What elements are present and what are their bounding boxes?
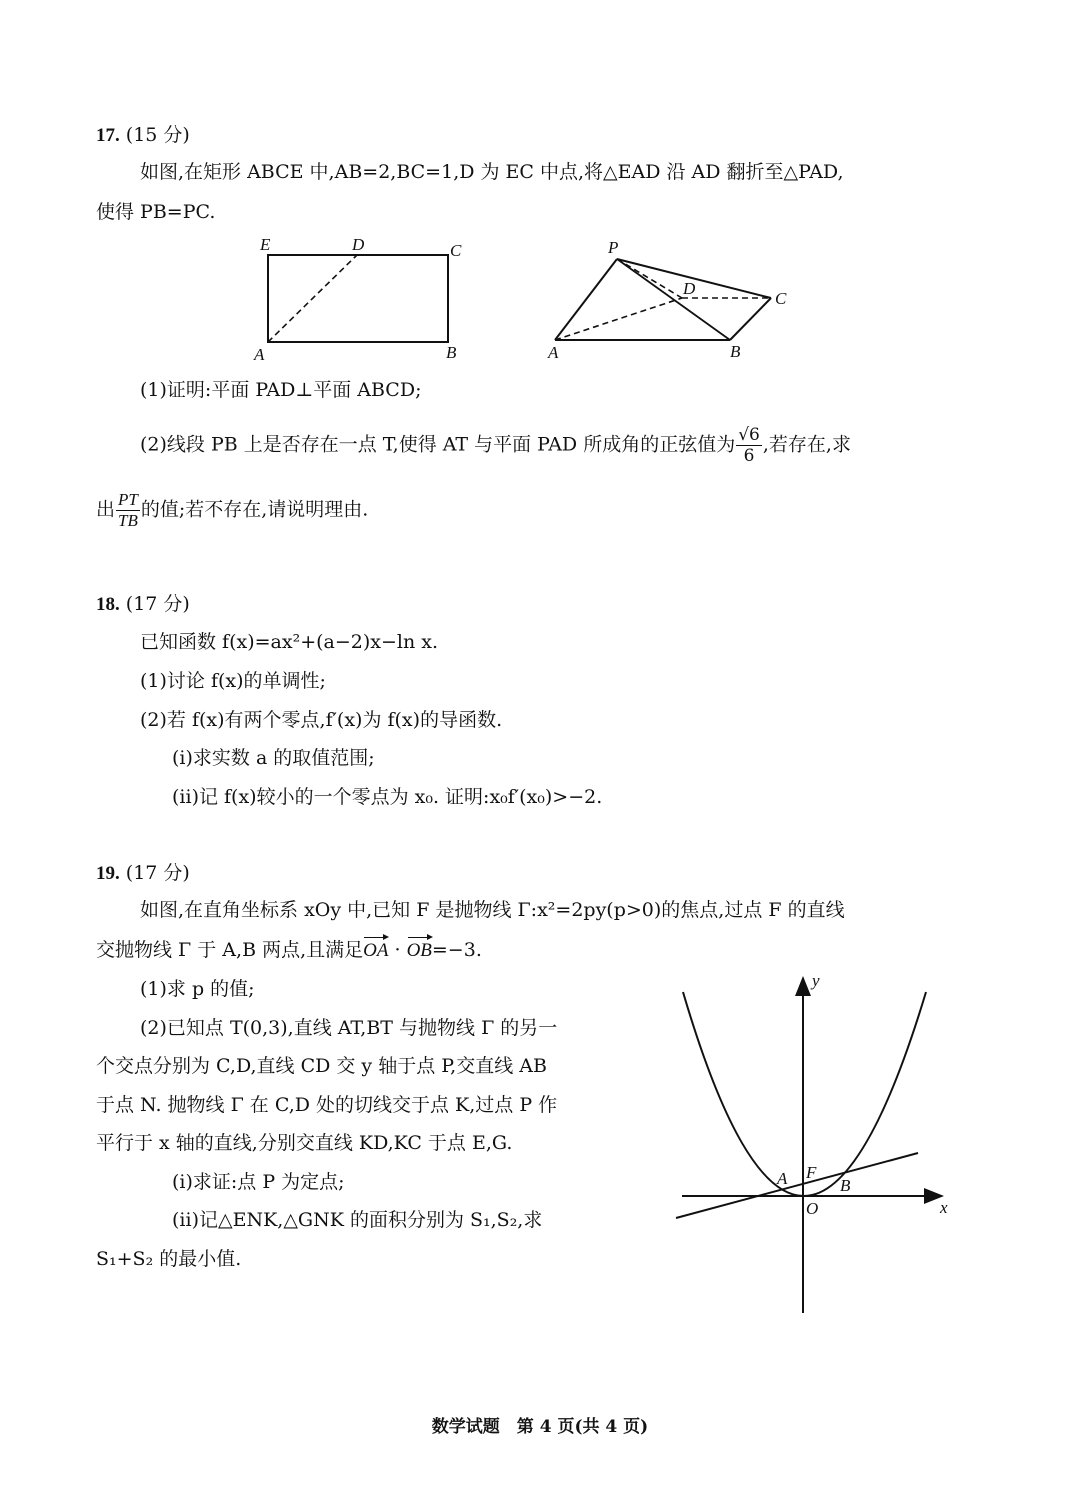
label-y: y: [812, 971, 820, 990]
edge-pb: [617, 259, 730, 340]
q17-number: 17.: [96, 125, 120, 146]
label-B: B: [840, 1176, 851, 1195]
q19-stem-line1: 如图,在直角坐标系 xOy 中,已知 F 是抛物线 Γ:x²=2py(p>0)的焦点,过点 F 的直线: [140, 899, 845, 921]
label-B: B: [446, 343, 457, 362]
q19-part2-ii-line1: (ii)记△ENK,△GNK 的面积分别为 S₁,S₂,求: [172, 1209, 543, 1231]
q19-header: [96, 861, 190, 886]
q18-stem: 已知函数 f(x)=ax²+(a−2)x−ln x.: [140, 631, 439, 653]
vector-oa: OA: [363, 940, 389, 961]
parabola-curve: [683, 992, 926, 1196]
line-ab: [676, 1153, 918, 1218]
dashed-line-ad: [268, 255, 357, 342]
q19-part1: (1)求 p 的值;: [140, 978, 255, 1000]
q18-number: 18.: [96, 594, 120, 615]
label-E: E: [260, 235, 271, 254]
q17-part1: (1)证明:平面 PAD⊥平面 ABCD;: [140, 379, 422, 401]
q19-part2-line3: 于点 N. 抛物线 Γ 在 C,D 处的切线交于点 K,过点 P 作: [96, 1094, 558, 1116]
q17-stem-line2: 使得 PB=PC.: [96, 201, 216, 223]
label-F: F: [806, 1163, 817, 1182]
q19-stem-line2-a: 交抛物线 Γ 于 A,B 两点,且满足: [96, 939, 364, 961]
label-A: A: [548, 343, 559, 362]
label-O: O: [806, 1199, 819, 1218]
q17-figure-rectangle: [250, 230, 480, 370]
q18-part2-ii: (ii)记 f(x)较小的一个零点为 x₀. 证明:x₀f′(x₀)>−2.: [172, 786, 603, 808]
q19-stem-line2-b: =−3.: [431, 939, 482, 961]
q18-points: (17 分): [125, 593, 190, 615]
edge-bc: [730, 298, 771, 340]
q17-stem-line1: 如图,在矩形 ABCE 中,AB=2,BC=1,D 为 EC 中点,将△EAD 沿 AD 翻折至△PAD,: [140, 161, 844, 183]
label-D: D: [352, 235, 365, 254]
q17-part2-line1: [140, 425, 851, 466]
q19-part2-ii-line2: S₁+S₂ 的最小值.: [96, 1248, 242, 1270]
label-P: P: [608, 238, 619, 257]
q19-figure-parabola: [660, 960, 960, 1320]
q19-points: (17 分): [125, 862, 190, 884]
q19-stem-line2: [96, 938, 482, 963]
q19-part2-i: (i)求证:点 P 为定点;: [172, 1171, 345, 1193]
edge-pa: [555, 259, 617, 340]
dashed-ad: [555, 298, 682, 340]
q17-part2-text-c-post: 的值;若不存在,请说明理由.: [140, 498, 369, 521]
dashed-pd: [617, 259, 682, 298]
q18-part2: (2)若 f(x)有两个零点,f′(x)为 f(x)的导函数.: [140, 709, 503, 731]
label-C: C: [775, 289, 787, 308]
q19-part2-line2: 个交点分别为 C,D,直线 CD 交 y 轴于点 P,交直线 AB: [96, 1055, 547, 1077]
label-C: C: [450, 241, 462, 260]
q17-part2-text-c-pre: 出: [96, 498, 116, 521]
q17-header: [96, 123, 190, 148]
q17-figure-pyramid: [540, 230, 800, 370]
q17-points: (15 分): [125, 124, 190, 146]
q17-part2-text-b: ,若存在,求: [762, 433, 851, 456]
label-D: D: [683, 279, 696, 298]
q19-part2-line4: 平行于 x 轴的直线,分别交直线 KD,KC 于点 E,G.: [96, 1132, 513, 1154]
page-footer: 数学试题 第 4 页(共 4 页): [431, 1417, 649, 1437]
label-A: A: [254, 345, 265, 364]
fraction-pt-over-tb: $\frac{PT}{TB}$: [118, 490, 138, 530]
q19-number: 19.: [96, 863, 120, 884]
q17-part2-text-a: (2)线段 PB 上是否存在一点 T,使得 AT 与平面 PAD 所成角的正弦值为: [140, 433, 736, 456]
fraction-sqrt6-over-6: $\frac{√6}{6}$: [738, 425, 760, 466]
label-A: A: [777, 1169, 788, 1188]
rectangle-abce: [268, 255, 448, 342]
label-B: B: [730, 342, 741, 361]
vector-ob: OB: [406, 940, 432, 961]
q19-part2-line1: (2)已知点 T(0,3),直线 AT,BT 与抛物线 Γ 的另一: [140, 1017, 558, 1039]
q18-part1: (1)讨论 f(x)的单调性;: [140, 670, 326, 692]
q17-part2-line2: [96, 490, 368, 531]
dot-operator: ·: [388, 939, 407, 961]
q18-header: [96, 592, 190, 617]
q18-part2-i: (i)求实数 a 的取值范围;: [172, 747, 375, 769]
label-x: x: [940, 1198, 948, 1217]
